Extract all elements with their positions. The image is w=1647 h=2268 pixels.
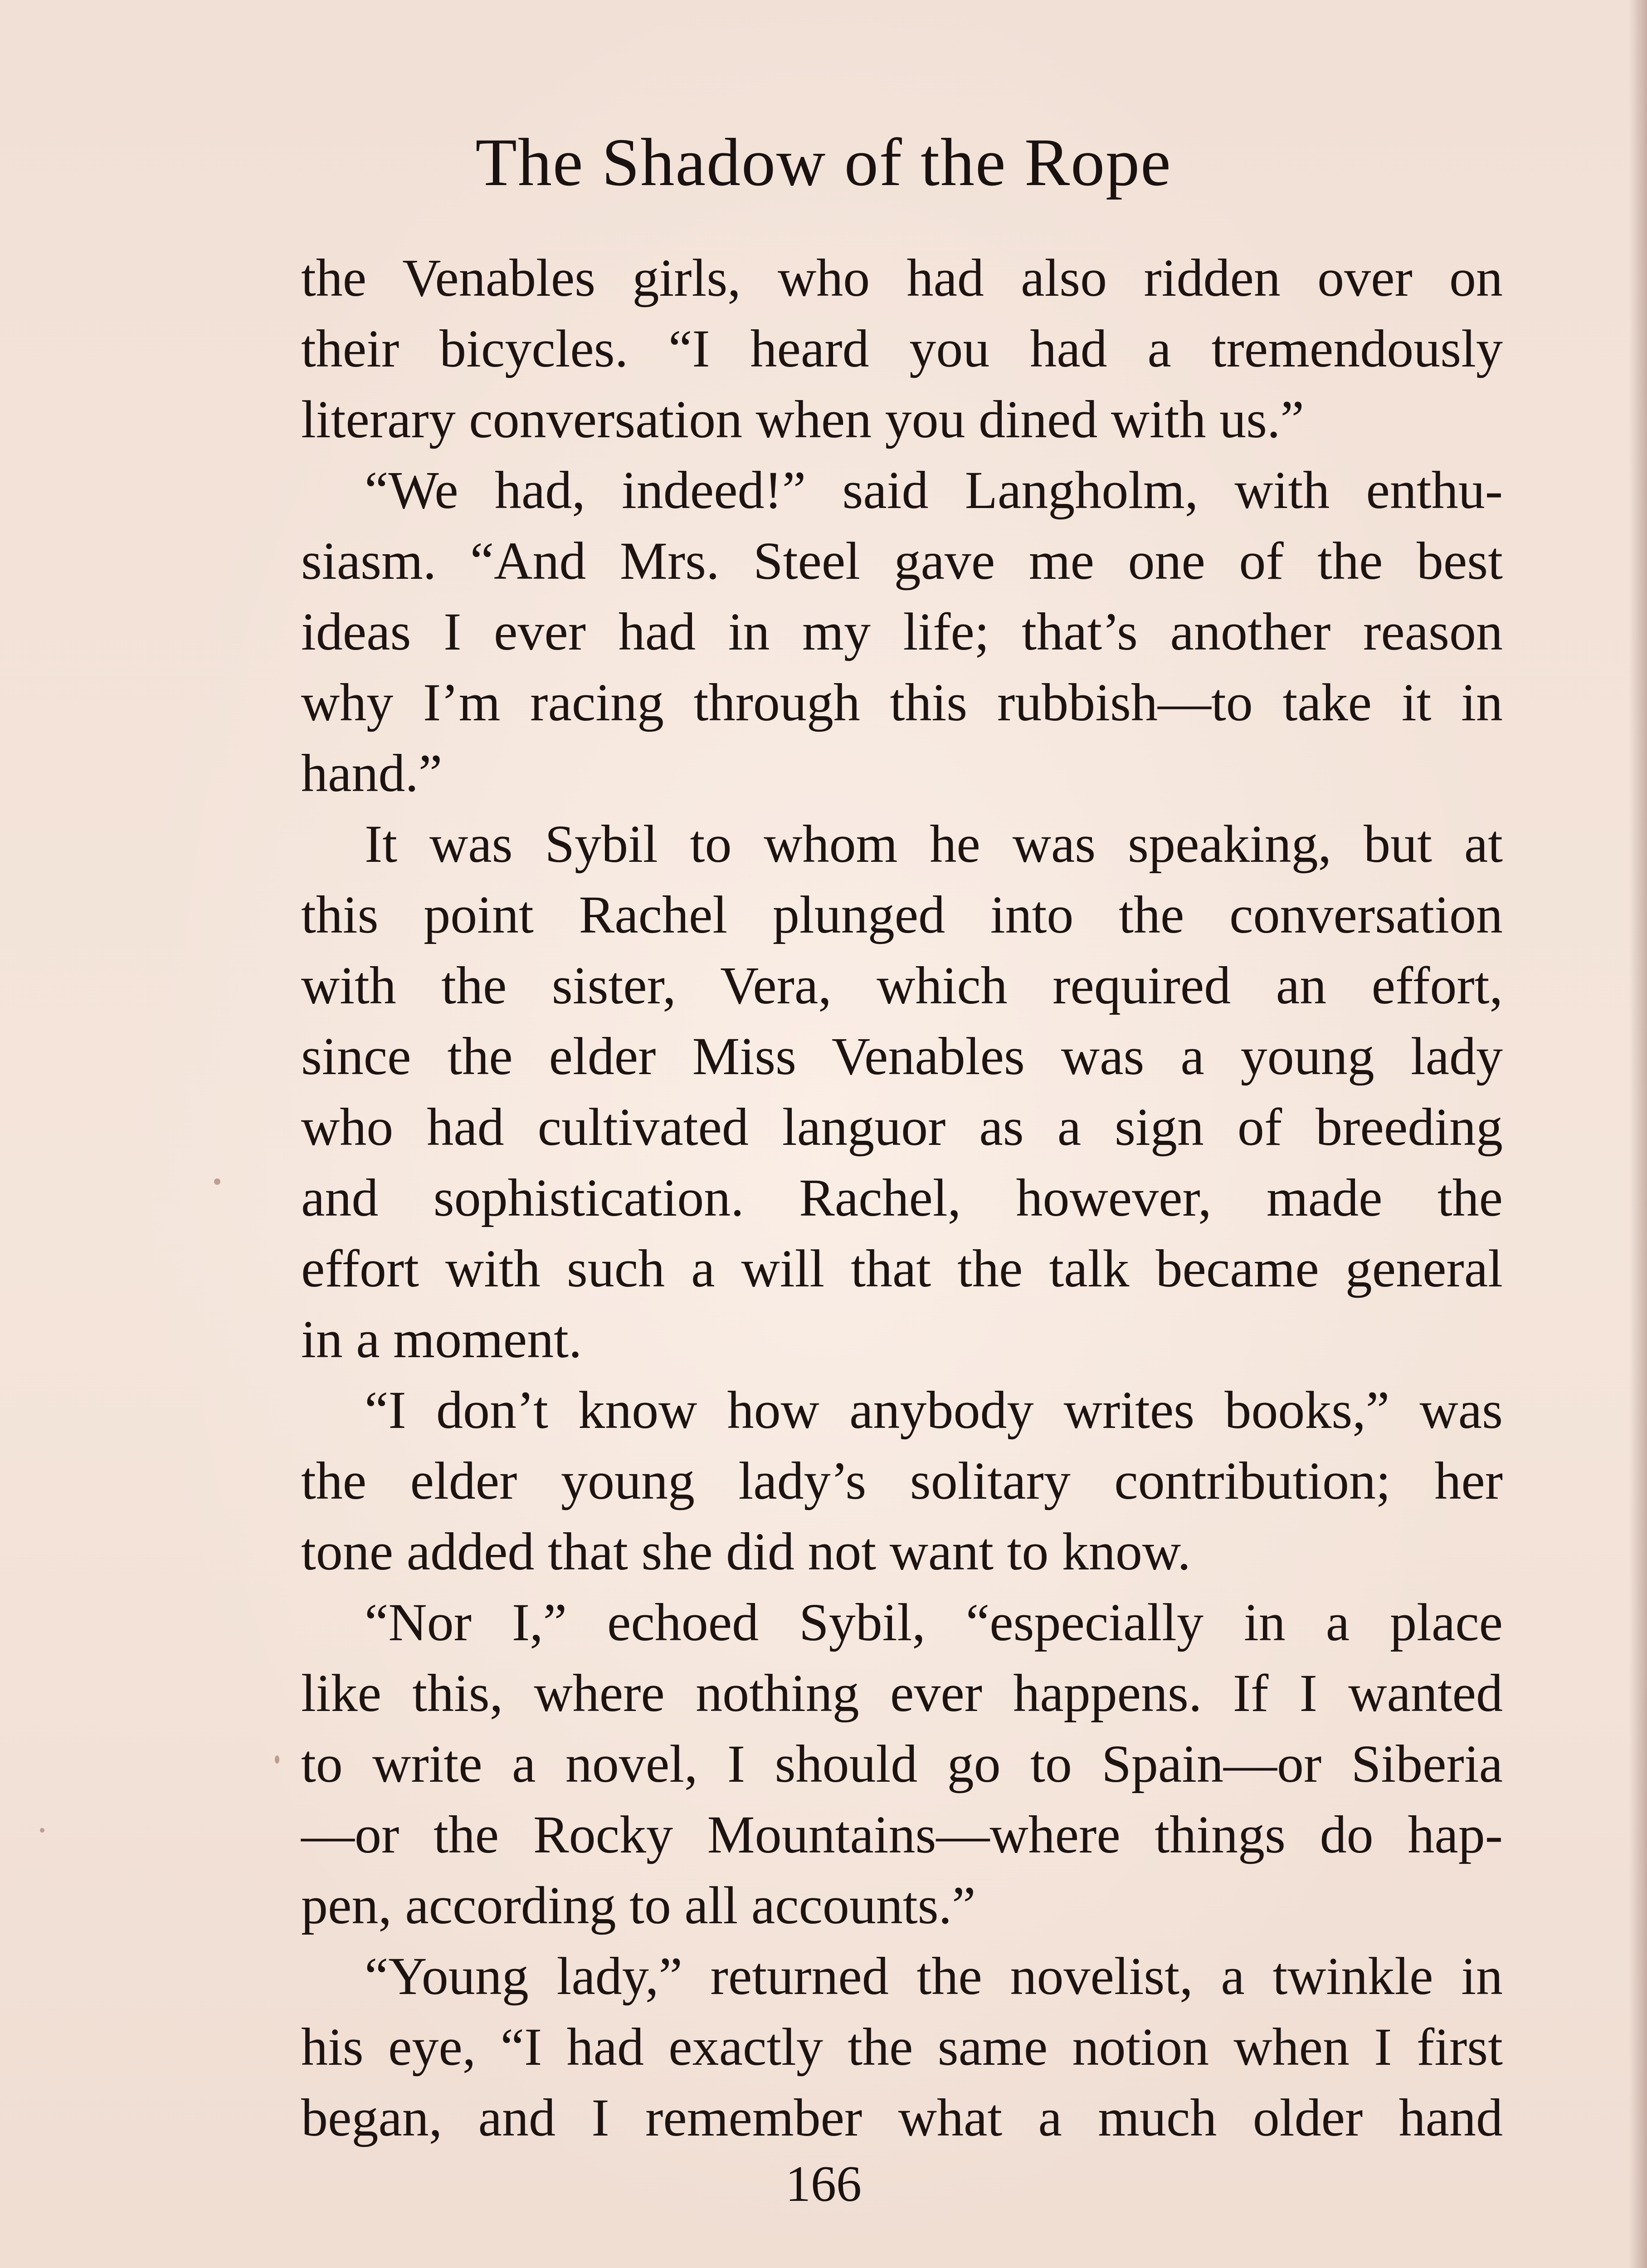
- page-number: 166: [785, 2156, 862, 2212]
- text-line: effort with such a will that the talk became general: [301, 1239, 1503, 1298]
- text-line: their bicycles. “I heard you had a tremendously: [301, 319, 1503, 378]
- text-line: ideas I ever had in my life; that’s another reason: [301, 602, 1503, 661]
- text-line: since the elder Miss Venables was a young lady: [301, 1026, 1503, 1086]
- text-line: in a moment.: [301, 1310, 582, 1369]
- text-line: “Young lady,” returned the novelist, a twinkle in: [365, 1946, 1503, 2006]
- text-line: why I’m racing through this rubbish—to take it in: [301, 673, 1503, 732]
- paper-speck: [40, 1828, 44, 1833]
- text-line: tone added that she did not want to know.: [301, 1522, 1191, 1581]
- text-line: the elder young lady’s solitary contribution; her: [301, 1451, 1503, 1510]
- text-line: his eye, “I had exactly the same notion when I first: [301, 2017, 1503, 2077]
- page-edge-shadow: [1629, 0, 1647, 2268]
- text-line: pen, according to all accounts.”: [301, 1876, 976, 1935]
- text-line: “We had, indeed!” said Langholm, with enthu-: [365, 460, 1503, 520]
- paper-speck: [275, 1755, 279, 1764]
- text-line: with the sister, Vera, which required an effort,: [301, 956, 1503, 1015]
- text-line: —or the Rocky Mountains—where things do hap-: [301, 1805, 1503, 1864]
- text-line: “I don’t know how anybody writes books,” was: [365, 1380, 1503, 1440]
- text-line: literary conversation when you dined with us.”: [301, 390, 1304, 449]
- running-head: The Shadow of the Rope: [475, 125, 1172, 200]
- text-line: like this, where nothing ever happens. If I wanted: [301, 1663, 1503, 1723]
- text-line: began, and I remember what a much older hand: [301, 2088, 1503, 2147]
- text-line: “Nor I,” echoed Sybil, “especially in a place: [365, 1593, 1503, 1652]
- text-line: who had cultivated languor as a sign of breeding: [301, 1097, 1503, 1157]
- text-line: It was Sybil to whom he was speaking, but at: [365, 814, 1503, 874]
- text-line: to write a novel, I should go to Spain—or Siberia: [301, 1734, 1503, 1794]
- body-text: [301, 243, 1503, 2153]
- text-line: hand.”: [301, 743, 443, 803]
- text-line: the Venables girls, who had also ridden over on: [301, 248, 1503, 308]
- text-line: and sophistication. Rachel, however, made the: [301, 1168, 1503, 1227]
- text-line: siasm. “And Mrs. Steel gave me one of the best: [301, 531, 1503, 591]
- paper-speck: [214, 1178, 220, 1185]
- text-line: this point Rachel plunged into the conversation: [301, 885, 1503, 944]
